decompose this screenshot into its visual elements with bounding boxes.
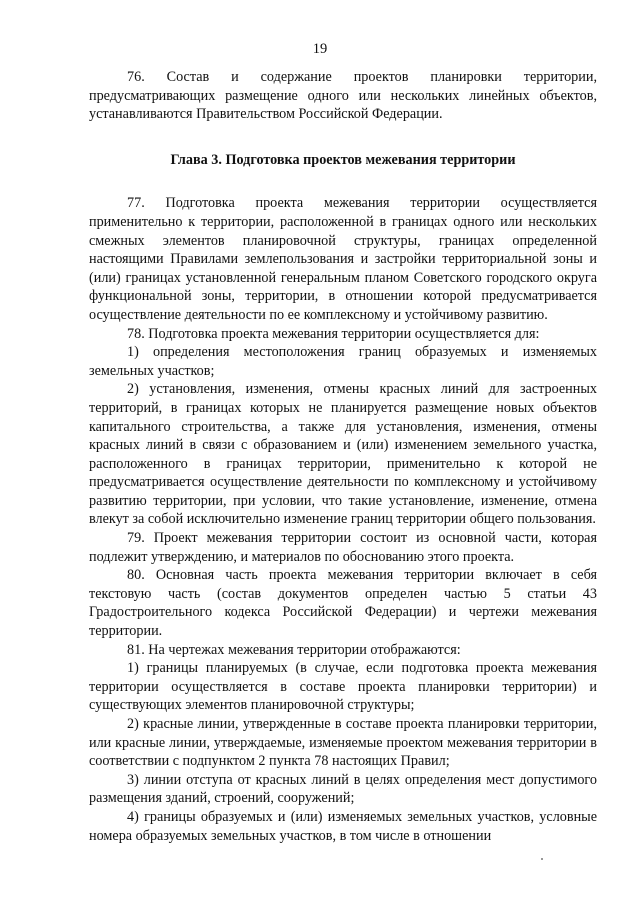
paragraph-81-item-2: 2) красные линии, утвержденные в составе проекта планировки территории, или красные линии, утверждаемые, изменяемые проектом межевания территории в соответствии с подпунктом 2 пункта 78 настоящих Правил;: [89, 716, 597, 770]
paragraph-78: 78. Подготовка проекта межевания территории осуществляется для:: [127, 325, 540, 342]
chapter-heading: Глава 3. Подготовка проектов межевания территории: [170, 151, 516, 168]
paragraph-77: 77. Подготовка проекта межевания территории осуществляется применительно к территории, расположенной в границах одного или нескольких смежных элементов планировочной структуры, границах определенной настоящими Правилами землепользования и застройки территориальной зоны и (или) границах установленной генеральным планом Советского городского округа функциональной зоны, территории, в отношении которой предусматривается осуществление деятельности по ее комплексному и устойчивому развитию.: [89, 195, 597, 323]
document-body: [89, 68, 597, 845]
paragraph-80: 80. Основная часть проекта межевания территории включает в себя текстовую часть (состав документов определен частью 5 статьи 43 Градостроительного кодекса Российской Федерации) и чертежи межевания территории.: [89, 567, 597, 640]
paragraph-81-item-1: 1) границы планируемых (в случае, если подготовка проекта межевания территории осуществляется в составе проекта планировки территории) и существующих элементов планировочной структуры;: [89, 660, 597, 714]
paragraph-81-item-4: 4) границы образуемых и (или) изменяемых земельных участков, условные номера образуемых земельных участков, в том числе в отношении: [89, 808, 597, 844]
scan-speck: [541, 858, 543, 860]
paragraph-76: 76. Состав и содержание проектов планировки территории, предусматривающих размещение одного или нескольких линейных объектов, устанавливаются Правительством Российской Федерации.: [89, 69, 597, 123]
paragraph-81-item-3: 3) линии отступа от красных линий в целях определения мест допустимого размещения зданий, строений, сооружений;: [89, 771, 597, 807]
paragraph-81: 81. На чертежах межевания территории отображаются:: [127, 641, 461, 658]
page-number: 19: [312, 41, 328, 57]
paragraph-78-item-1: 1) определения местоположения границ образуемых и изменяемых земельных участков;: [89, 344, 597, 379]
paragraph-79: 79. Проект межевания территории состоит из основной части, которая подлежит утверждению, и материалов по обоснованию этого проекта.: [89, 530, 597, 565]
paragraph-78-item-2: 2) установления, изменения, отмены красных линий для застроенных территорий, в границах которых не планируется размещение новых объектов капитального строительства, а также для установления, изменения, отмены красных линий в связи с образованием и (или) изменением земельного участка, расположенного в границах территории, применительно к которой не предусматривается осуществление деятельности по комплексному и устойчивому развитию территории, при условии, что такие установление, изменение, отмена влекут за собой исключительно изменение границ территории общего пользования.: [89, 381, 597, 528]
